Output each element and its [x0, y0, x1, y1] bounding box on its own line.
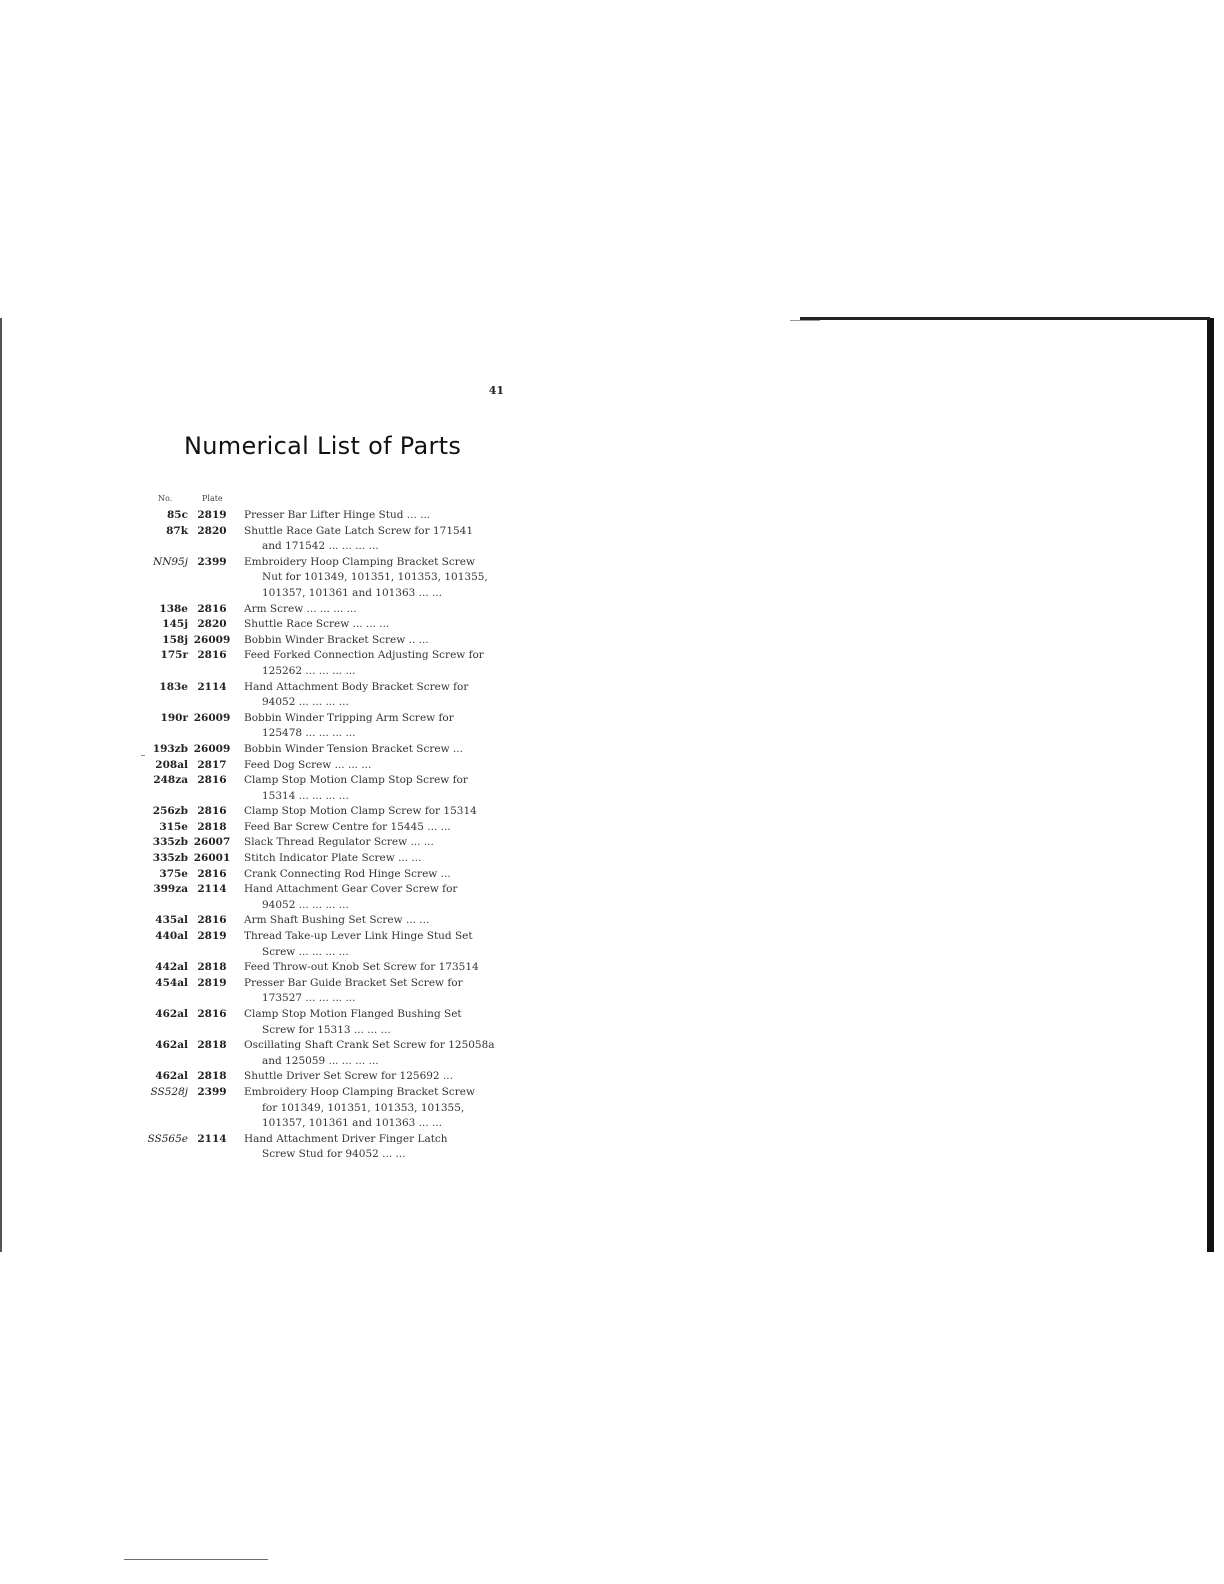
description-line: 125262 ... ... ... ...	[262, 664, 356, 677]
description-line: Shuttle Driver Set Screw for 125692 ...	[244, 1070, 453, 1083]
plate-number: 2820	[197, 618, 227, 631]
part-number: 248za	[153, 774, 188, 787]
description-line: and 171542 ... ... ... ...	[262, 540, 379, 553]
part-number: 335zb	[152, 852, 188, 865]
plate-number: 2816	[197, 805, 227, 818]
part-number: 399za	[153, 883, 188, 896]
page-title: Numerical List of Parts	[184, 432, 462, 460]
description-line: 94052 ... ... ... ...	[262, 898, 349, 911]
part-description	[244, 1132, 506, 1163]
plate-number: 2817	[197, 758, 227, 771]
description-line: Crank Connecting Rod Hinge Screw ...	[244, 867, 451, 880]
part-description	[244, 1007, 506, 1038]
description-line: Presser Bar Guide Bracket Set Screw for	[244, 976, 463, 989]
description-line: Clamp Stop Motion Clamp Stop Screw for	[244, 774, 468, 787]
description-line: Slack Thread Regulator Screw ... ...	[244, 836, 434, 849]
description-line: Feed Forked Connection Adjusting Screw for	[244, 649, 484, 662]
part-description	[244, 555, 506, 602]
part-row	[140, 929, 506, 960]
description-line: Bobbin Winder Tripping Arm Screw for	[244, 711, 454, 724]
part-row	[140, 617, 506, 633]
description-line: Embroidery Hoop Clamping Bracket Screw	[244, 1085, 475, 1098]
description-line: Arm Screw ... ... ... ...	[244, 602, 357, 615]
part-number: 462al	[155, 1070, 188, 1083]
part-row	[140, 758, 506, 774]
description-line: Bobbin Winder Bracket Screw .. ...	[244, 633, 429, 646]
part-number: 256zb	[152, 805, 188, 818]
description-line: Nut for 101349, 101351, 101353, 101355,	[262, 571, 488, 584]
part-description	[244, 773, 506, 804]
description-line: Thread Take-up Lever Link Hinge Stud Set	[244, 930, 473, 943]
part-number: 208al	[155, 758, 188, 771]
part-row	[140, 1007, 506, 1038]
part-description	[244, 820, 506, 836]
description-line: 101357, 101361 and 101363 ... ...	[262, 586, 443, 599]
part-row	[140, 1132, 506, 1163]
part-number: 462al	[155, 1039, 188, 1052]
part-number: 87k	[166, 524, 188, 537]
part-row	[140, 976, 506, 1007]
part-description	[244, 960, 506, 976]
part-row	[140, 804, 506, 820]
part-number: 183e	[159, 680, 188, 693]
plate-number: 2816	[197, 867, 227, 880]
plate-number: 26001	[193, 852, 231, 865]
page-number: 41	[488, 384, 504, 397]
part-number: 145j	[162, 618, 188, 631]
part-description	[244, 867, 506, 883]
part-row	[140, 960, 506, 976]
part-row	[140, 820, 506, 836]
scan-edge-left	[0, 318, 2, 1252]
plate-number: 2820	[197, 524, 227, 537]
description-line: Shuttle Race Screw ... ... ...	[244, 618, 390, 631]
part-number: 193zb	[152, 742, 188, 755]
part-number: 454al	[155, 976, 188, 989]
part-number: SS565e	[147, 1132, 188, 1145]
plate-number: 2816	[197, 1008, 227, 1020]
part-row	[140, 773, 506, 804]
part-description	[244, 913, 506, 929]
plate-number: 2816	[197, 602, 227, 615]
description-line: Feed Throw-out Knob Set Screw for 173514	[244, 961, 479, 974]
plate-number: 2818	[197, 961, 227, 974]
part-number: SS528j	[150, 1085, 188, 1098]
part-number: 315e	[159, 820, 188, 833]
plate-number: 26009	[193, 633, 231, 646]
part-description	[244, 680, 506, 711]
part-number: 435al	[155, 914, 188, 927]
part-description	[244, 742, 506, 758]
description-line: Screw ... ... ... ...	[262, 945, 349, 958]
description-line: 94052 ... ... ... ...	[262, 696, 349, 709]
part-row	[140, 602, 506, 618]
part-row	[140, 1038, 506, 1069]
description-line: and 125059 ... ... ... ...	[262, 1054, 379, 1067]
part-description	[244, 758, 506, 774]
part-row	[140, 680, 506, 711]
description-line: for 101349, 101351, 101353, 101355,	[262, 1101, 465, 1114]
part-row	[140, 633, 506, 649]
plate-number: 2818	[197, 820, 227, 833]
scan-edge-top	[800, 317, 1210, 320]
description-line: Embroidery Hoop Clamping Bracket Screw	[244, 555, 475, 568]
description-line: Oscillating Shaft Crank Set Screw for 125058a	[244, 1039, 495, 1052]
parts-list	[140, 508, 506, 1163]
part-row	[140, 711, 506, 742]
description-line: Hand Attachment Driver Finger Latch	[244, 1132, 448, 1145]
plate-number: 2816	[197, 649, 227, 662]
part-number: 138e	[159, 602, 188, 615]
part-row	[140, 524, 506, 555]
part-description	[244, 524, 506, 555]
description-line: 125478 ... ... ... ...	[262, 727, 356, 740]
plate-number: 2819	[197, 976, 227, 989]
part-number: 158j	[162, 633, 188, 646]
plate-number: 2399	[197, 1085, 227, 1098]
description-line: Clamp Stop Motion Flanged Bushing Set	[244, 1008, 462, 1020]
plate-number: 2816	[197, 914, 227, 927]
part-description	[244, 929, 506, 960]
part-number: 440al	[155, 930, 188, 943]
column-header-no: No.	[158, 494, 173, 503]
part-row	[140, 555, 506, 602]
plate-number: 2399	[197, 555, 227, 568]
description-line: Feed Dog Screw ... ... ...	[244, 758, 372, 771]
plate-number: 2114	[197, 883, 227, 896]
description-line: 15314 ... ... ... ...	[262, 789, 349, 802]
description-line: Screw for 15313 ... ... ...	[262, 1023, 391, 1036]
part-description	[244, 711, 506, 742]
description-line: Feed Bar Screw Centre for 15445 ... ...	[244, 820, 451, 833]
part-number: 175r	[160, 649, 188, 662]
bottom-rule	[124, 1559, 268, 1560]
description-line: 173527 ... ... ... ...	[262, 992, 356, 1005]
description-line: Shuttle Race Gate Latch Screw for 171541	[244, 524, 474, 537]
plate-number: 26009	[193, 742, 231, 755]
plate-number: 2114	[197, 1132, 227, 1145]
description-line: 101357, 101361 and 101363 ... ...	[262, 1117, 443, 1130]
part-row	[140, 508, 506, 524]
part-row	[140, 882, 506, 913]
plate-number: 2819	[197, 930, 227, 943]
part-description	[244, 508, 506, 524]
part-description	[244, 1085, 506, 1132]
scan-edge-right	[1207, 318, 1214, 1252]
part-number: 375e	[159, 867, 188, 880]
part-row	[140, 835, 506, 851]
part-description	[244, 835, 506, 851]
plate-number: 2114	[197, 680, 227, 693]
part-number: 335zb	[152, 836, 188, 849]
plate-number: 26007	[193, 836, 231, 849]
description-line: Screw Stud for 94052 ... ...	[262, 1148, 406, 1161]
part-description	[244, 851, 506, 867]
part-number: 190r	[160, 711, 188, 724]
plate-number: 2819	[197, 509, 227, 521]
part-row	[140, 1069, 506, 1085]
description-line: Bobbin Winder Tension Bracket Screw ...	[244, 742, 463, 755]
part-number: 85c	[166, 509, 188, 521]
part-row	[140, 742, 506, 758]
plate-number: 2818	[197, 1039, 227, 1052]
description-line: Presser Bar Lifter Hinge Stud ... ...	[244, 509, 431, 521]
part-row	[140, 913, 506, 929]
plate-number: 2816	[197, 774, 227, 787]
plate-number: 2818	[197, 1070, 227, 1083]
description-line: Hand Attachment Gear Cover Screw for	[244, 883, 458, 896]
scan-edge-top-faint	[790, 320, 820, 321]
description-line: Hand Attachment Body Bracket Screw for	[244, 680, 469, 693]
part-row	[140, 648, 506, 679]
description-line: Arm Shaft Bushing Set Screw ... ...	[244, 914, 430, 927]
part-description	[244, 882, 506, 913]
part-row	[140, 851, 506, 867]
description-line: Stitch Indicator Plate Screw ... ...	[244, 852, 422, 865]
part-number: 462al	[155, 1008, 188, 1020]
part-description	[244, 1038, 506, 1069]
part-description	[244, 602, 506, 618]
part-description	[244, 617, 506, 633]
part-description	[244, 633, 506, 649]
part-number: NN95j	[153, 555, 188, 568]
part-description	[244, 1069, 506, 1085]
plate-number: 26009	[193, 711, 231, 724]
part-description	[244, 976, 506, 1007]
part-description	[244, 804, 506, 820]
part-row	[140, 867, 506, 883]
part-row	[140, 1085, 506, 1132]
part-number: 442al	[155, 961, 188, 974]
part-description	[244, 648, 506, 679]
column-header-plate: Plate	[202, 494, 223, 503]
description-line: Clamp Stop Motion Clamp Screw for 15314	[244, 805, 477, 818]
